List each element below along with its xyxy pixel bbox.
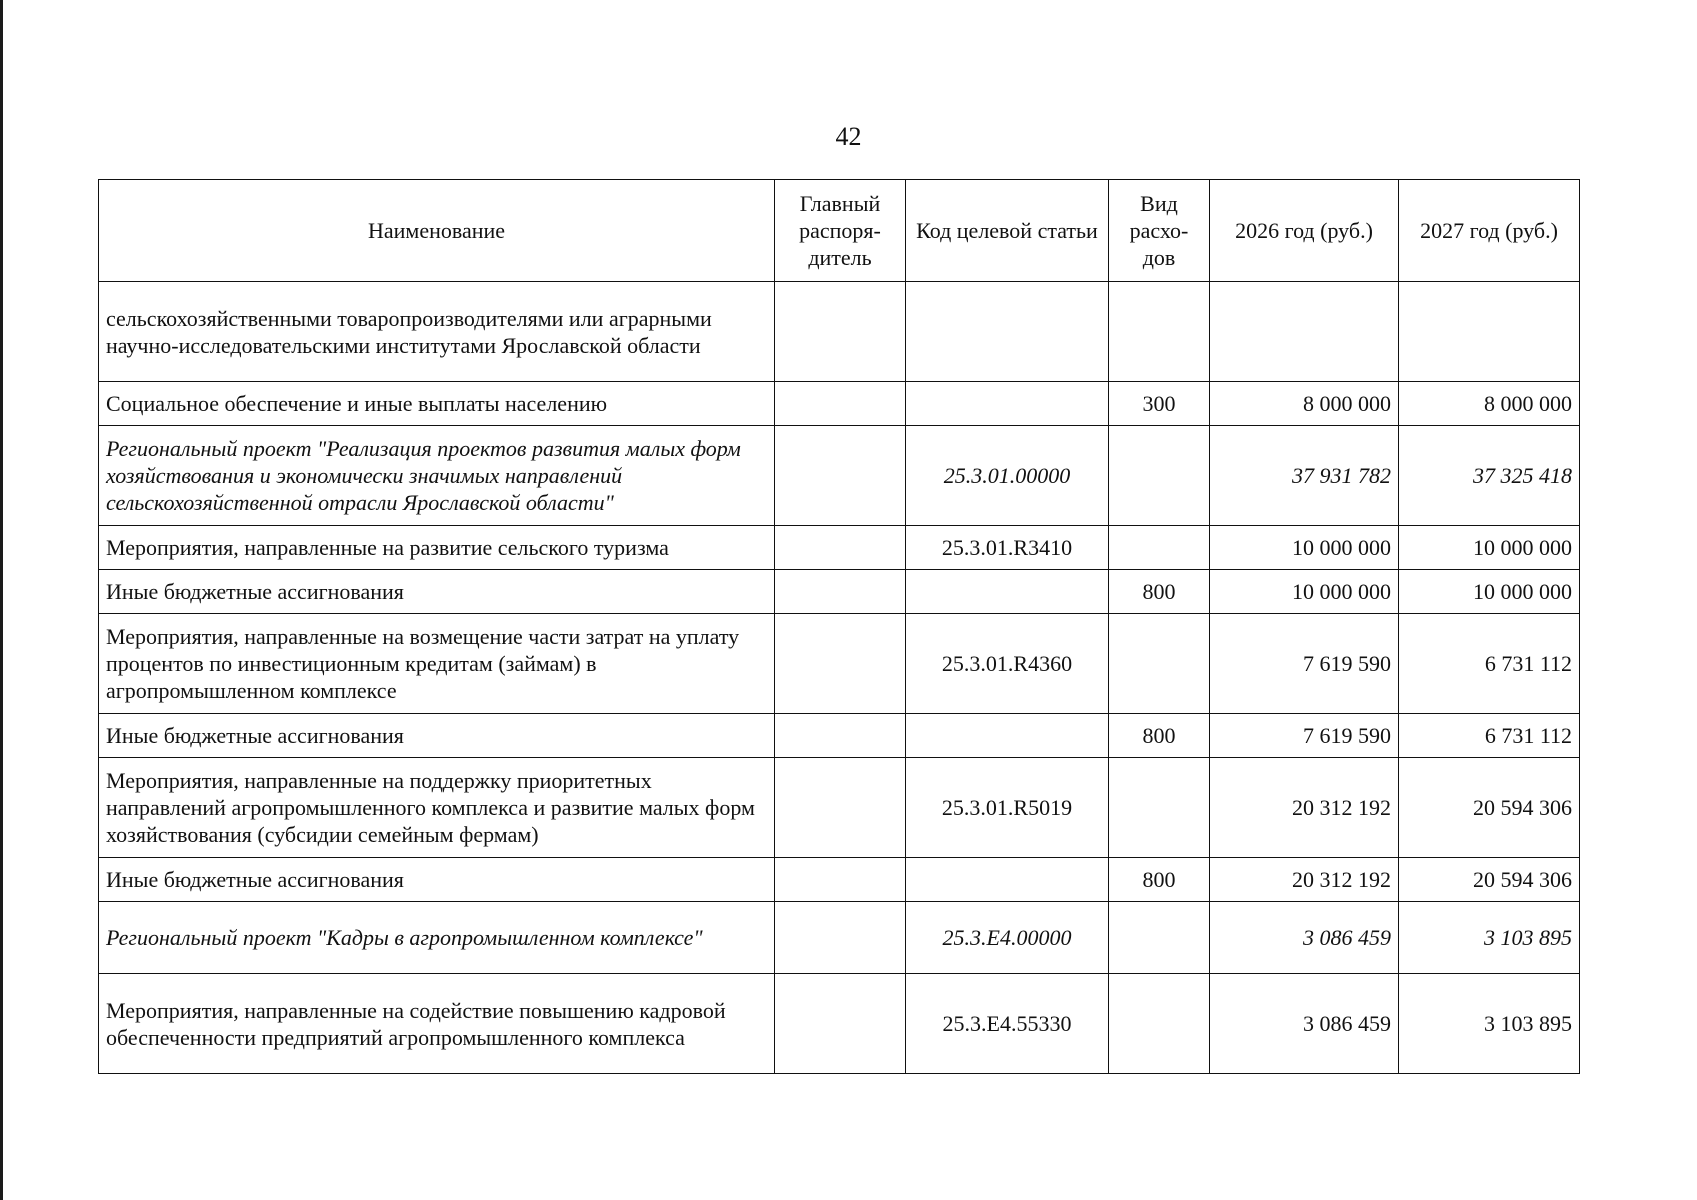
cell-2026: 20 312 192 — [1210, 858, 1399, 902]
cell-2027: 10 000 000 — [1399, 526, 1580, 570]
cell-2027: 20 594 306 — [1399, 758, 1580, 858]
table-row — [99, 858, 1580, 902]
cell-type — [1109, 426, 1210, 526]
cell-name: Мероприятия, направленные на поддержку приоритетных направлений агропромышленного комплекса и развитие малых форм хозяйствования (субсидии семейным фермам) — [99, 758, 775, 858]
cell-2026: 7 619 590 — [1210, 714, 1399, 758]
cell-code — [906, 858, 1109, 902]
cell-2027: 6 731 112 — [1399, 614, 1580, 714]
cell-2027: 20 594 306 — [1399, 858, 1580, 902]
cell-manager — [775, 282, 906, 382]
table-row — [99, 426, 1580, 526]
cell-name: Мероприятия, направленные на содействие повышению кадровой обеспеченности предприятий агропромышленного комплекса — [99, 974, 775, 1074]
table-header-row — [99, 180, 1580, 282]
header-2026: 2026 год (руб.) — [1210, 180, 1399, 282]
cell-name: Региональный проект "Реализация проектов развития малых форм хозяйствования и экономически значимых направлений сельскохозяйственной отрасли Ярославской области" — [99, 426, 775, 526]
table-row — [99, 614, 1580, 714]
cell-name: Иные бюджетные ассигнования — [99, 570, 775, 614]
cell-2027 — [1399, 282, 1580, 382]
cell-2026: 10 000 000 — [1210, 526, 1399, 570]
cell-code: 25.3.01.R4360 — [906, 614, 1109, 714]
cell-name: Иные бюджетные ассигнования — [99, 858, 775, 902]
cell-name: сельскохозяйственными товаропроизводителями или аграрными научно-исследовательскими институтами Ярославской области — [99, 282, 775, 382]
cell-2027: 10 000 000 — [1399, 570, 1580, 614]
cell-code: 25.3.E4.55330 — [906, 974, 1109, 1074]
table-row — [99, 570, 1580, 614]
cell-manager — [775, 426, 906, 526]
cell-name: Мероприятия, направленные на развитие сельского туризма — [99, 526, 775, 570]
scan-edge — [0, 0, 3, 1200]
table-row — [99, 382, 1580, 426]
cell-name: Иные бюджетные ассигнования — [99, 714, 775, 758]
table-row — [99, 714, 1580, 758]
budget-table — [98, 179, 1580, 1074]
cell-manager — [775, 758, 906, 858]
cell-name: Мероприятия, направленные на возмещение части затрат на уплату процентов по инвестиционным кредитам (займам) в агропромышленном комплексе — [99, 614, 775, 714]
cell-name: Социальное обеспечение и иные выплаты населению — [99, 382, 775, 426]
header-type: Вид расхо-дов — [1109, 180, 1210, 282]
cell-type: 300 — [1109, 382, 1210, 426]
table-row — [99, 526, 1580, 570]
table-row — [99, 758, 1580, 858]
cell-code: 25.3.01.R5019 — [906, 758, 1109, 858]
cell-manager — [775, 614, 906, 714]
cell-2026: 7 619 590 — [1210, 614, 1399, 714]
cell-2026: 37 931 782 — [1210, 426, 1399, 526]
cell-2026: 8 000 000 — [1210, 382, 1399, 426]
cell-manager — [775, 714, 906, 758]
cell-2026: 20 312 192 — [1210, 758, 1399, 858]
cell-type: 800 — [1109, 570, 1210, 614]
page-number: 42 — [835, 122, 862, 151]
header-manager: Главный распоря-дитель — [775, 180, 906, 282]
cell-manager — [775, 382, 906, 426]
table-row — [99, 902, 1580, 974]
cell-manager — [775, 974, 906, 1074]
cell-code: 25.3.01.00000 — [906, 426, 1109, 526]
cell-type: 800 — [1109, 714, 1210, 758]
cell-code — [906, 382, 1109, 426]
header-code: Код целевой статьи — [906, 180, 1109, 282]
cell-type — [1109, 526, 1210, 570]
cell-2026: 3 086 459 — [1210, 902, 1399, 974]
cell-type — [1109, 902, 1210, 974]
cell-manager — [775, 570, 906, 614]
cell-manager — [775, 526, 906, 570]
cell-2027: 6 731 112 — [1399, 714, 1580, 758]
cell-type — [1109, 282, 1210, 382]
table-row — [99, 282, 1580, 382]
cell-2027: 8 000 000 — [1399, 382, 1580, 426]
cell-code — [906, 570, 1109, 614]
cell-code: 25.3.E4.00000 — [906, 902, 1109, 974]
cell-manager — [775, 902, 906, 974]
cell-manager — [775, 858, 906, 902]
header-name: Наименование — [99, 180, 775, 282]
cell-2027: 3 103 895 — [1399, 974, 1580, 1074]
cell-type — [1109, 758, 1210, 858]
cell-type — [1109, 614, 1210, 714]
cell-code: 25.3.01.R3410 — [906, 526, 1109, 570]
cell-type — [1109, 974, 1210, 1074]
cell-2026: 10 000 000 — [1210, 570, 1399, 614]
cell-code — [906, 282, 1109, 382]
cell-code — [906, 714, 1109, 758]
cell-2027: 37 325 418 — [1399, 426, 1580, 526]
table-row — [99, 974, 1580, 1074]
header-2027: 2027 год (руб.) — [1399, 180, 1580, 282]
cell-name: Региональный проект "Кадры в агропромышленном комплексе" — [99, 902, 775, 974]
cell-2026: 3 086 459 — [1210, 974, 1399, 1074]
cell-2026 — [1210, 282, 1399, 382]
cell-2027: 3 103 895 — [1399, 902, 1580, 974]
cell-type: 800 — [1109, 858, 1210, 902]
